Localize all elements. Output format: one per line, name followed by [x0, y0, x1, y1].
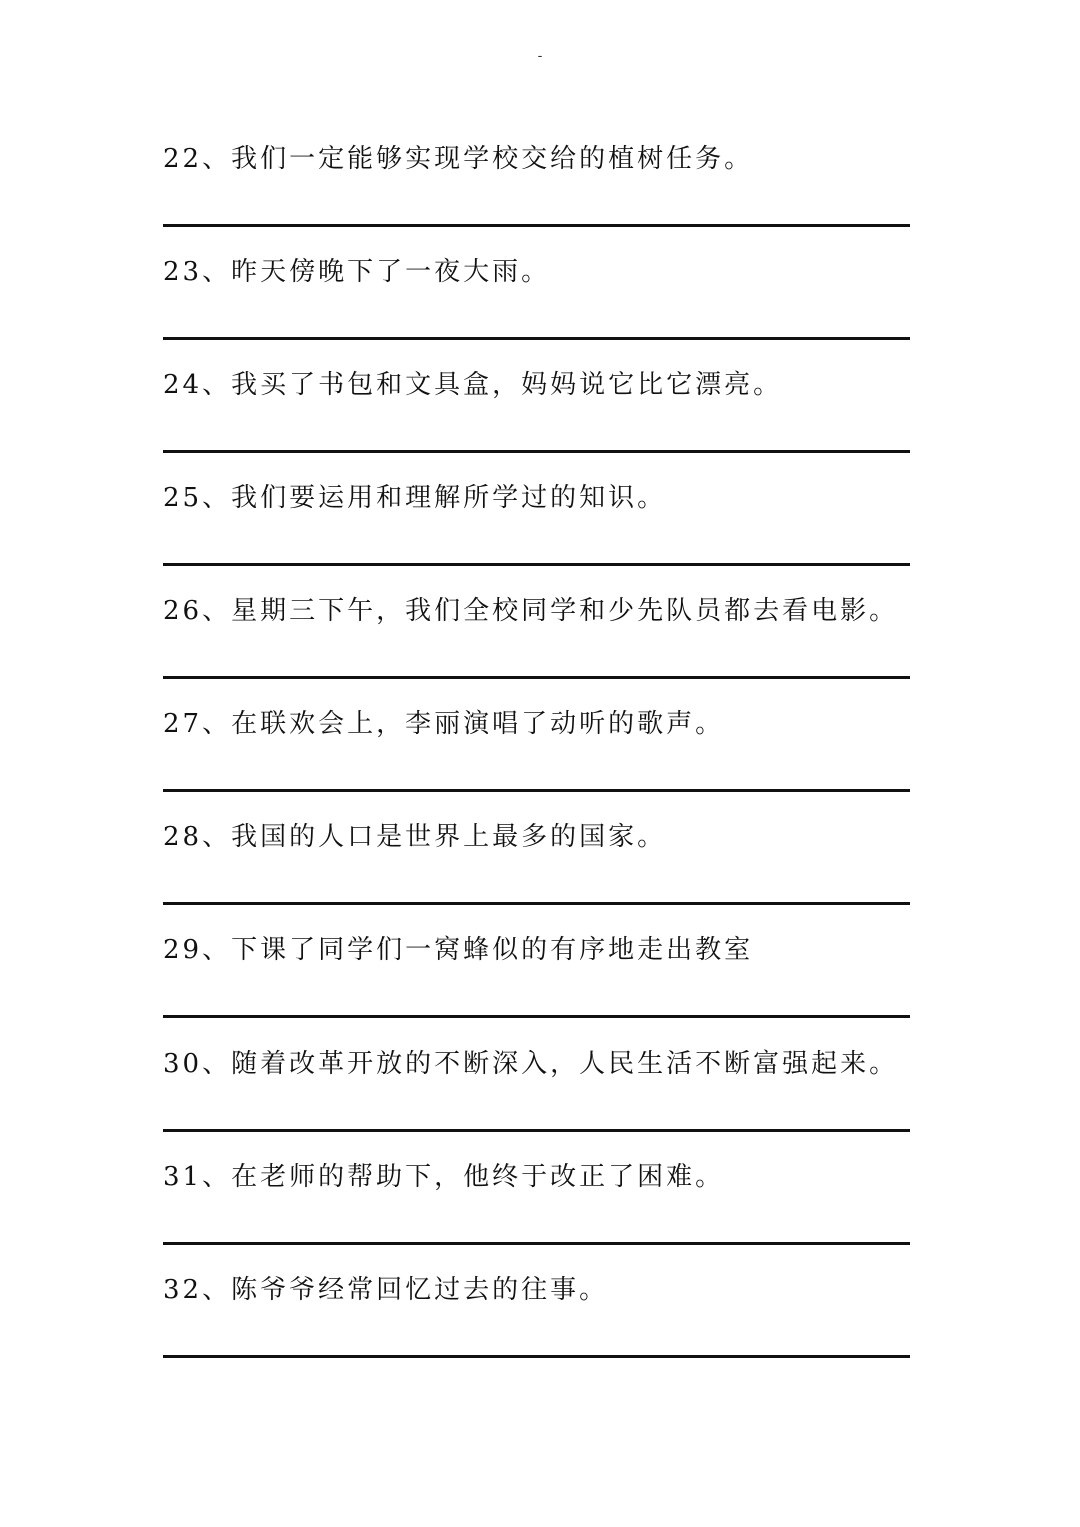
- exercise-sentence: 26、星期三下午，我们全校同学和少先队员都去看电影。: [163, 596, 899, 626]
- exercise-sentence: 27、在联欢会上，李丽演唱了动听的歌声。: [163, 709, 725, 739]
- answer-line[interactable]: [163, 789, 910, 792]
- answer-line[interactable]: [163, 563, 910, 566]
- answer-line[interactable]: [163, 1242, 910, 1245]
- answer-line[interactable]: [163, 1355, 910, 1358]
- exercise-item: [163, 367, 911, 480]
- answer-line[interactable]: [163, 1015, 910, 1018]
- exercise-item: [163, 1272, 911, 1385]
- answer-line[interactable]: [163, 1129, 910, 1132]
- exercise-item: [163, 593, 911, 706]
- exercise-sentence: 22、我们一定能够实现学校交给的植树任务。: [163, 144, 754, 174]
- answer-line[interactable]: [163, 902, 910, 905]
- exercise-item: [163, 1159, 911, 1272]
- answer-line[interactable]: [163, 450, 910, 453]
- exercise-sentence: 30、随着改革开放的不断深入，人民生活不断富强起来。: [163, 1049, 899, 1079]
- exercise-item: [163, 141, 911, 254]
- exercise-item: [163, 480, 911, 593]
- exercise-item: [163, 932, 911, 1045]
- exercise-sentence: 23、昨天傍晚下了一夜大雨。: [163, 257, 551, 287]
- answer-line[interactable]: [163, 676, 910, 679]
- exercise-sentence: 25、我们要运用和理解所学过的知识。: [163, 483, 667, 513]
- exercise-sentence: 31、在老师的帮助下，他终于改正了困难。: [163, 1162, 725, 1192]
- answer-line[interactable]: [163, 337, 910, 340]
- page-top-mark: -: [537, 48, 543, 64]
- exercise-sentence: 24、我买了书包和文具盒，妈妈说它比它漂亮。: [163, 370, 783, 400]
- exercise-sentence: 29、下课了同学们一窝蜂似的有序地走出教室: [163, 935, 754, 965]
- exercise-item: [163, 1046, 911, 1159]
- exercise-sentence: 32、陈爷爷经常回忆过去的往事。: [163, 1275, 609, 1305]
- answer-line[interactable]: [163, 224, 910, 227]
- exercise-item: [163, 706, 911, 819]
- exercise-item: [163, 254, 911, 367]
- exercise-item: [163, 819, 911, 932]
- exercise-sentence: 28、我国的人口是世界上最多的国家。: [163, 822, 667, 852]
